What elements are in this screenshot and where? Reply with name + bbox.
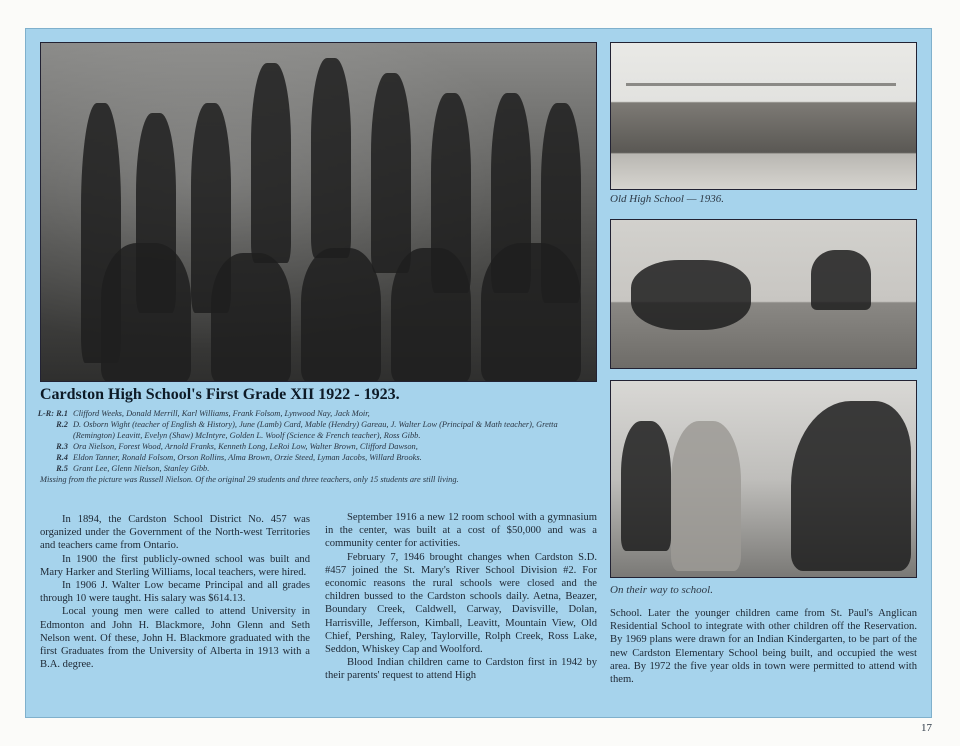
roster-list bbox=[37, 408, 600, 485]
page-number: 17 bbox=[921, 722, 932, 734]
children-photo-caption: On their way to school. bbox=[610, 584, 713, 596]
class-group-photo bbox=[40, 42, 597, 382]
photo-title: Cardston High School's First Grade XII 1922 - 1923. bbox=[40, 386, 400, 403]
roster-row: L-R: R.1 Clifford Weeks, Donald Merrill, Karl Williams, Frank Folsom, Lynwood Nay, Jack Moir, bbox=[37, 409, 370, 418]
roster-row: R.5 Grant Lee, Glenn Nielson, Stanley Gibb. bbox=[56, 464, 210, 473]
children-on-horse-photo bbox=[610, 380, 917, 578]
roster-row: R.4 Eldon Tanner, Ronald Folsom, Orson Rollins, Alma Brown, Orzie Steed, Lyman Jacobs, Willard Brooks. bbox=[56, 453, 422, 462]
history-column-3: School. Later the younger children came from St. Paul's Anglican Residential School to integrate with other children off the Reservation. By 1969 plans were drawn for an Indian Kindergarten, to be part of the new Cardston Elementary School being built, and occupied the west area. By 1972 the five year olds in town were permitted to attend with them. bbox=[610, 608, 917, 686]
roster-row: R.2 D. Osborn Wight (teacher of English & History), June (Lamb) Card, Mable (Hendry) Gareau, J. Walter Low (Principal & Math teacher), Gretta (Remington) Leavitt, Evelyn (Shaw) McIntyre, Golden L. Woolf (Science & French teacher), Ross Gibb. bbox=[56, 420, 558, 440]
horse-buggy-photo bbox=[610, 219, 917, 369]
old-high-school-photo bbox=[610, 42, 917, 190]
history-column-1: In 1894, the Cardston School District No. 457 was organized under the Government of the North-west Territories and teachers came from Ontario. In 1900 the first publicly-owned school was built and Mary Harker and Sterling Williams, local teachers, were hired. In 1906 J. Walter Low became Principal and all grades through 10 were taught. His salary was $614.13. Local young men were called to attend University in Edmonton and John H. Blackmore, John Glenn and Seth Nelson went. Of these, John H. Blackmore graduated with the first Graduates from the University of Alberta in 1913 with a B.A. degree. bbox=[40, 514, 310, 671]
roster-row: R.3 Ora Nielson, Forest Wood, Arnold Franks, Kenneth Long, LeRoi Low, Walter Brown, Clifford Dawson, bbox=[56, 442, 418, 451]
roster-note: Missing from the picture was Russell Nielson. Of the original 29 students and three teachers, only 15 students are still living. bbox=[40, 475, 459, 484]
school-photo-caption: Old High School — 1936. bbox=[610, 193, 724, 205]
history-column-2: September 1916 a new 12 room school with a gymnasium in the center, was built at a cost of $50,000 and was a community center for activities. February 7, 1946 brought changes when Cardston S.D. #457 joined the St. Mary's River School Division #2. For economic reasons the rural schools were closed and the children bussed to the Cardston schools daily. Aetna, Beazer, Boundary Creek, Caldwell, Carway, Davisville, Dolan, Harrisville, Jefferson, Kimball, Leavitt, Mountain View, Old Chief, Pershing, Raley, Taylorville, Rolph Creek, Ross Lake, Seddon, Whiskey Cap and Woolford. Blood Indian children came to Cardston first in 1942 by their parents' request to attend High bbox=[325, 512, 597, 682]
